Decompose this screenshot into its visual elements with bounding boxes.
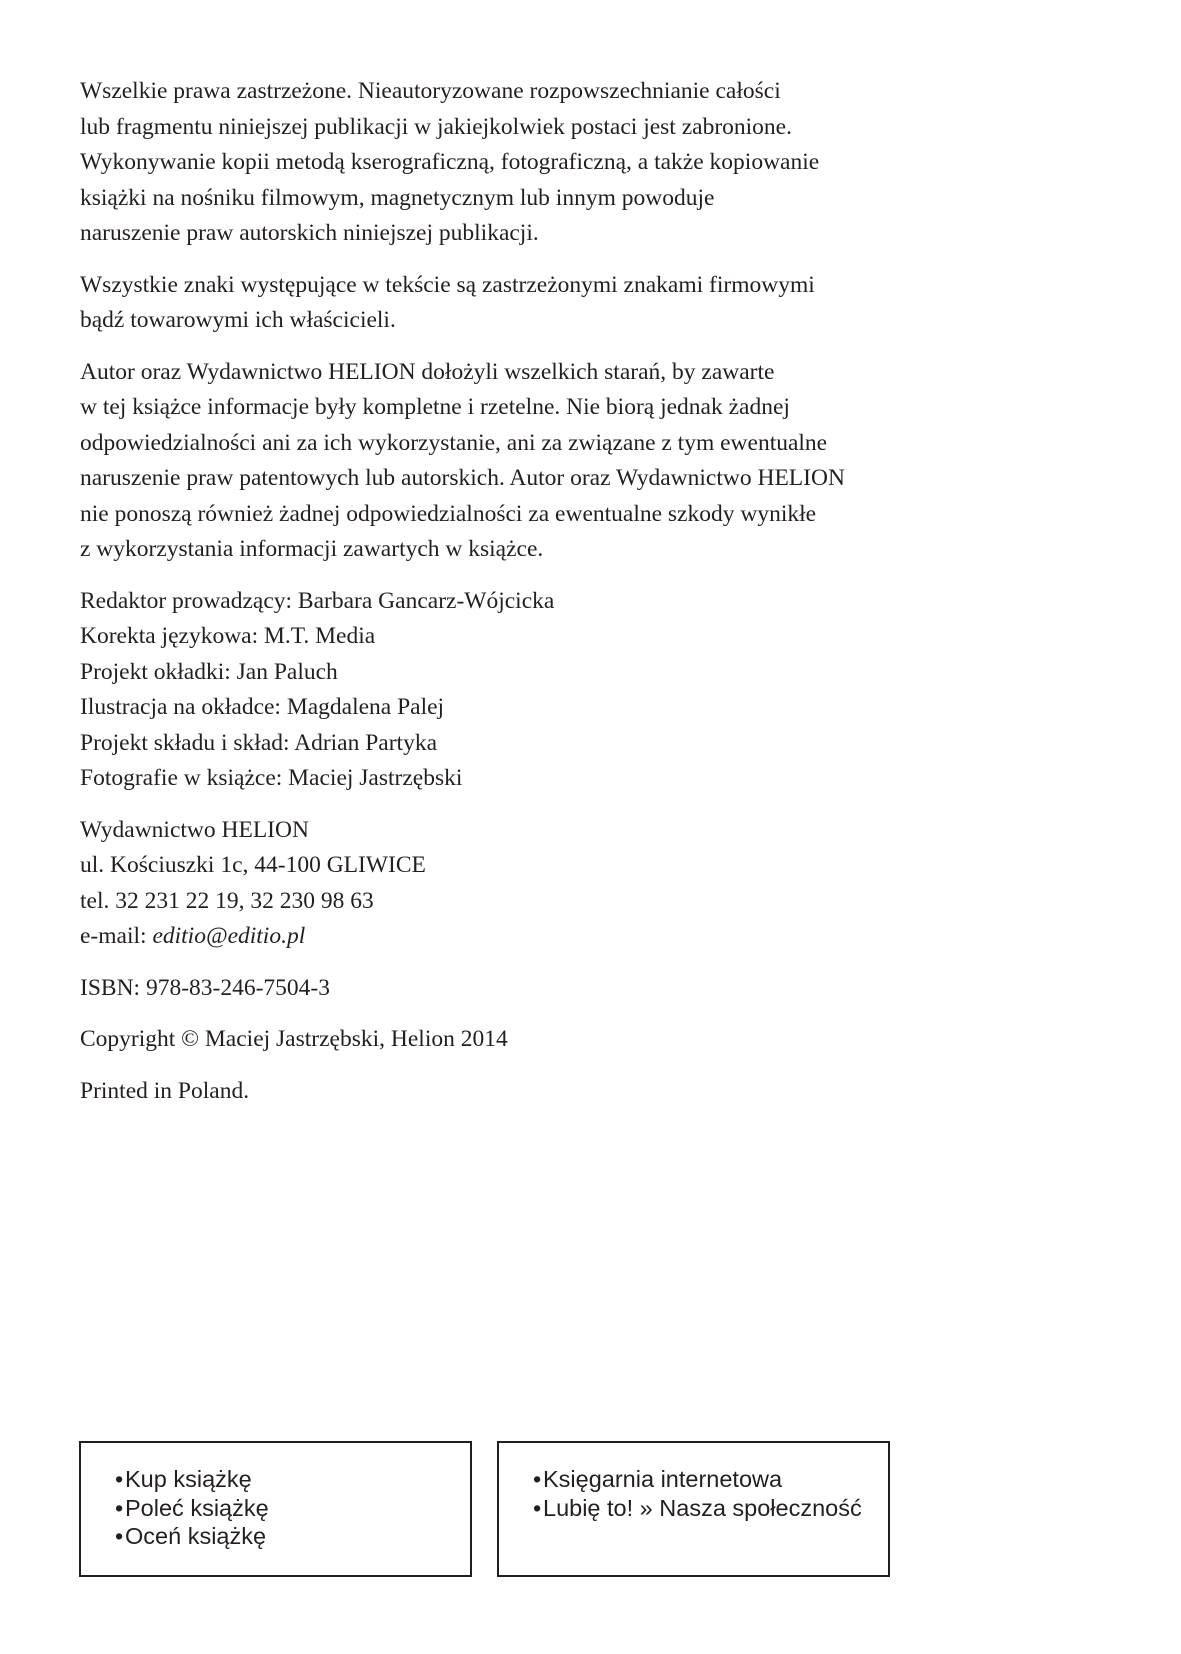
bullet: •: [533, 1494, 542, 1521]
community-label: Lubię to! » Nasza społeczność: [543, 1494, 862, 1521]
credit-photography: Fotografie w książce: Maciej Jastrzębski: [80, 765, 463, 791]
bullet: •: [115, 1494, 124, 1521]
rate-book-label: Oceń książkę: [125, 1523, 267, 1549]
rights-line: książki na nośniku filmowym, magnetycznym lub innym powoduje: [80, 184, 715, 211]
email-link[interactable]: editio@editio.pl: [152, 923, 306, 949]
isbn: [80, 971, 1080, 1007]
copyright-text: Copyright © Maciej Jastrzębski, Helion 2014: [80, 1026, 508, 1052]
store-links-list: [499, 1443, 888, 1522]
publisher-address: ul. Kościuszki 1c, 44-100 GLIWICE: [80, 852, 426, 878]
bullet: •: [533, 1466, 542, 1492]
publisher-email-line: [80, 919, 1080, 955]
rights-line: lub fragmentu niniejszej publikacji w jakiejkolwiek postaci jest zabronione.: [80, 113, 792, 140]
trademarks-line: Wszystkie znaki występujące w tekście są zastrzeżonymi znakami firmowymi: [80, 271, 815, 298]
credit-editor: Redaktor prowadzący: Barbara Gancarz-Wójcicka: [80, 587, 555, 614]
buy-book-label: Kup książkę: [125, 1466, 252, 1492]
buy-book-link[interactable]: [115, 1465, 470, 1494]
credit-cover-illustration: Ilustracja na okładce: Magdalena Palej: [80, 694, 445, 720]
store-links-box: [497, 1441, 890, 1577]
disclaimer-line: nie ponoszą również żadnej odpowiedzialności za ewentualne szkody wynikłe: [80, 500, 817, 527]
printed-in: [80, 1074, 1080, 1110]
email-label: e-mail:: [80, 923, 153, 949]
recommend-book-link[interactable]: [115, 1494, 470, 1523]
recommend-book-label: Poleć książkę: [125, 1494, 269, 1521]
credit-proofreading: Korekta językowa: M.T. Media: [80, 623, 376, 649]
rate-book-link[interactable]: [115, 1522, 470, 1551]
book-actions-box: [79, 1441, 472, 1577]
trademarks-notice: [80, 268, 1080, 339]
publisher-name: Wydawnictwo HELION: [80, 816, 309, 843]
disclaimer-line: z wykorzystania informacji zawartych w książce.: [80, 536, 544, 562]
publisher-phone: tel. 32 231 22 19, 32 230 98 63: [80, 887, 374, 914]
printed-in-text: Printed in Poland.: [80, 1077, 250, 1104]
rights-line: naruszenie praw autorskich niniejszej publikacji.: [80, 220, 539, 246]
credit-typesetting: Projekt składu i skład: Adrian Partyka: [80, 729, 438, 756]
copyright-page-content: [80, 74, 1080, 1125]
disclaimer-line: naruszenie praw patentowych lub autorskich. Autor oraz Wydawnictwo HELION: [80, 465, 845, 491]
rights-line: Wykonywanie kopii metodą kserograficzną, fotograficzną, a także kopiowanie: [80, 149, 820, 175]
trademarks-line: bądź towarowymi ich właścicieli.: [80, 307, 396, 333]
disclaimer-line: odpowiedzialności ani za ich wykorzystanie, ani za związane z tym ewentualne: [80, 429, 828, 456]
rights-line: Wszelkie prawa zastrzeżone. Nieautoryzowane rozpowszechnianie całości: [80, 78, 781, 104]
bullet: •: [115, 1523, 124, 1549]
rights-notice: [80, 74, 1080, 252]
book-actions-list: [81, 1443, 470, 1551]
disclaimer-line: Autor oraz Wydawnictwo HELION dołożyli wszelkich starań, by zawarte: [80, 358, 775, 385]
credits-list: [80, 584, 1080, 797]
disclaimer-line: w tej książce informacje były kompletne i rzetelne. Nie biorą jednak żadnej: [80, 394, 790, 420]
online-bookstore-link[interactable]: [533, 1465, 888, 1494]
disclaimer-notice: [80, 355, 1080, 568]
copyright: [80, 1022, 1080, 1058]
online-bookstore-label: Księgarnia internetowa: [543, 1466, 783, 1492]
credit-cover-design: Projekt okładki: Jan Paluch: [80, 658, 338, 685]
community-link[interactable]: [533, 1494, 888, 1523]
publisher-info: [80, 813, 1080, 955]
bullet: •: [115, 1466, 124, 1492]
isbn-text: ISBN: 978-83-246-7504-3: [80, 974, 330, 1001]
